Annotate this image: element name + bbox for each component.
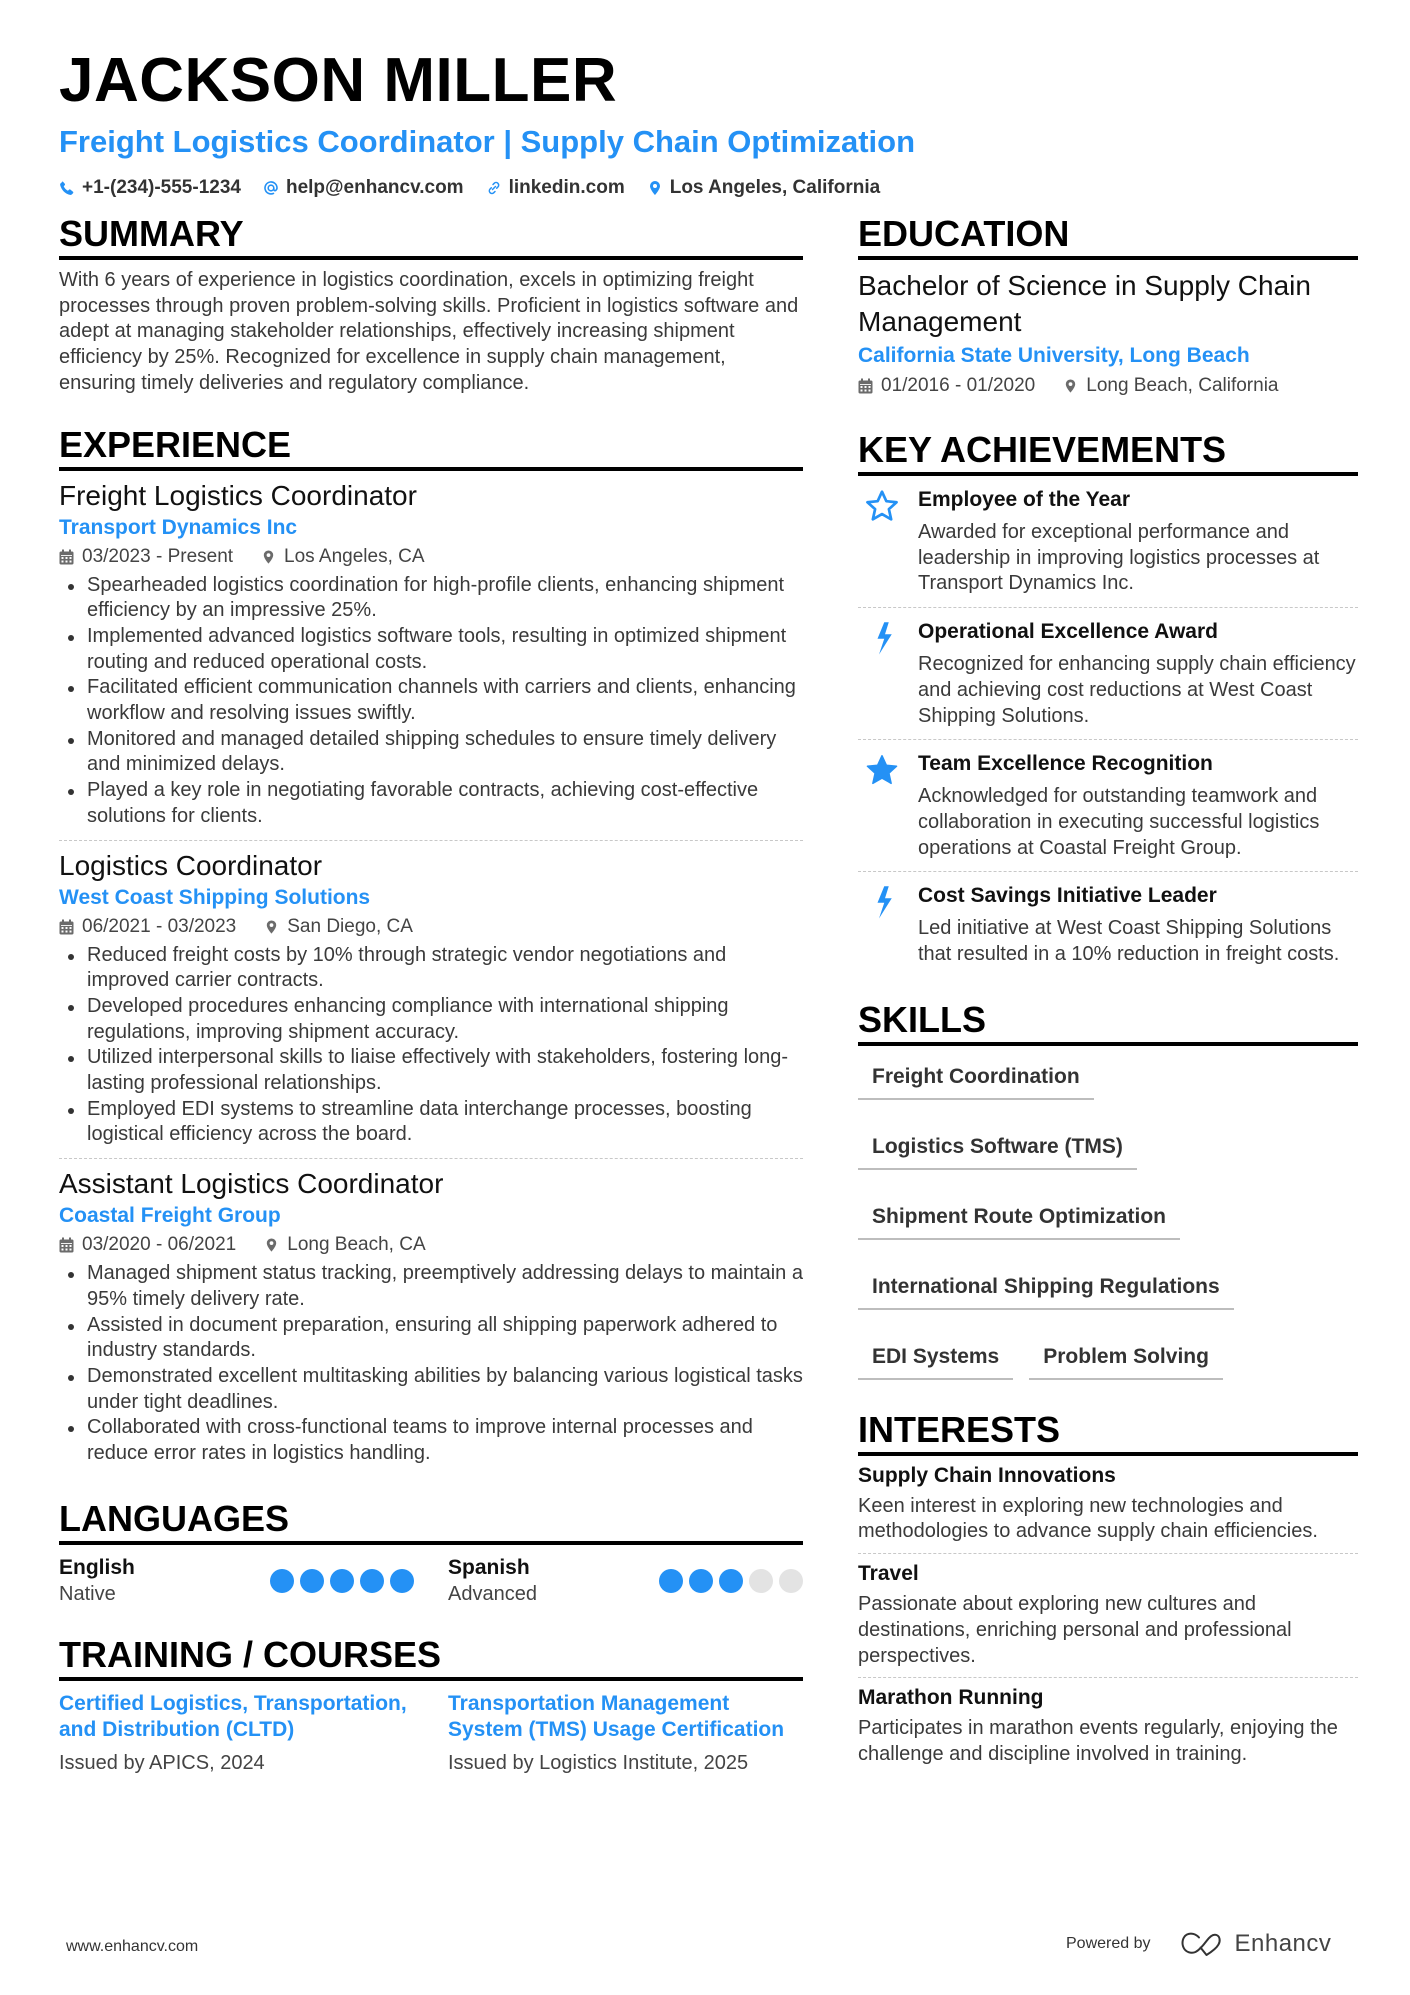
interests-heading: INTERESTS bbox=[858, 1410, 1358, 1456]
location-icon bbox=[264, 1237, 279, 1253]
job-bullet: Monitored and managed detailed shipping schedules to ensure timely delivery and minimized delays. bbox=[59, 727, 803, 778]
job-entry bbox=[59, 841, 803, 1160]
skills-section bbox=[858, 1000, 1358, 1380]
interest-title: Supply Chain Innovations bbox=[858, 1463, 1116, 1487]
language-level: Advanced bbox=[448, 1582, 537, 1605]
rating-dot-filled bbox=[689, 1569, 713, 1593]
enhancv-logo-icon bbox=[1179, 1931, 1225, 1957]
education-section bbox=[858, 214, 1358, 400]
language-rating bbox=[270, 1569, 414, 1593]
achievement-desc: Led initiative at West Coast Shipping Solutions that resulted in a 10% reduction in freight costs. bbox=[918, 917, 1340, 966]
achievement-desc: Recognized for enhancing supply chain efficiency and achieving cost reductions at West Coast Shipping Solutions. bbox=[918, 653, 1356, 727]
star-filled-icon bbox=[864, 752, 900, 788]
education-dates: 01/2016 - 01/2020 bbox=[881, 375, 1036, 396]
job-company: Coastal Freight Group bbox=[59, 1204, 281, 1228]
resume-header bbox=[59, 46, 1359, 200]
achievement-item bbox=[858, 476, 1358, 608]
job-bullet: Spearheaded logistics coordination for high-profile clients, enhancing shipment efficiency by an impressive 25%. bbox=[59, 573, 803, 624]
summary-heading: SUMMARY bbox=[59, 214, 803, 260]
interest-item bbox=[858, 1554, 1358, 1678]
rating-dot-filled bbox=[270, 1569, 294, 1593]
interest-desc: Passionate about exploring new cultures and destinations, enriching personal and professional perspectives. bbox=[858, 1593, 1292, 1667]
skill-tag: Freight Coordination bbox=[858, 1058, 1094, 1100]
star-outline-icon bbox=[864, 488, 900, 524]
job-title: Logistics Coordinator bbox=[59, 849, 323, 881]
footer-website-link[interactable]: www.enhancv.com bbox=[66, 1938, 199, 1955]
interest-desc: Keen interest in exploring new technologies and methodologies to advance supply chain efficiencies. bbox=[858, 1494, 1318, 1543]
job-bullets bbox=[59, 573, 803, 830]
enhancv-logo[interactable] bbox=[1179, 1930, 1332, 1958]
languages-section bbox=[59, 1499, 803, 1607]
contact-list bbox=[59, 176, 1359, 200]
job-entry bbox=[59, 1159, 803, 1477]
contact-phone-text: +1-(234)-555-1234 bbox=[82, 177, 241, 198]
calendar-icon bbox=[59, 919, 74, 935]
location-icon bbox=[261, 549, 276, 565]
language-rating bbox=[659, 1569, 803, 1593]
course-issuer: Issued by Logistics Institute, 2025 bbox=[448, 1751, 749, 1774]
languages-list bbox=[59, 1555, 803, 1607]
job-title: Assistant Logistics Coordinator bbox=[59, 1168, 444, 1200]
job-dates: 03/2023 - Present bbox=[82, 545, 234, 567]
job-location: Los Angeles, CA bbox=[284, 545, 425, 567]
lightning-icon bbox=[864, 884, 900, 920]
contact-linkedin[interactable] bbox=[486, 176, 625, 200]
achievement-item bbox=[858, 740, 1358, 872]
interest-title: Travel bbox=[858, 1562, 919, 1586]
skill-tag: International Shipping Regulations bbox=[858, 1268, 1234, 1310]
courses-list bbox=[59, 1691, 803, 1776]
achievements-section bbox=[858, 430, 1358, 978]
job-bullet: Developed procedures enhancing compliance with international shipping regulations, improving shipment accuracy. bbox=[59, 994, 803, 1045]
contact-location bbox=[647, 176, 880, 200]
candidate-name: JACKSON MILLER bbox=[59, 46, 618, 115]
skill-tag: EDI Systems bbox=[858, 1338, 1013, 1380]
calendar-icon bbox=[59, 1237, 74, 1253]
job-bullets bbox=[59, 1261, 803, 1467]
rating-dot-filled bbox=[719, 1569, 743, 1593]
job-bullets bbox=[59, 943, 803, 1149]
contact-email-text: help@enhancv.com bbox=[285, 177, 464, 198]
summary-section bbox=[59, 214, 803, 397]
phone-icon bbox=[59, 180, 75, 196]
job-bullet: Employed EDI systems to streamline data interchange processes, boosting logistical efficiency across the board. bbox=[59, 1097, 803, 1148]
rating-dot-empty bbox=[749, 1569, 773, 1593]
skill-tag: Problem Solving bbox=[1029, 1338, 1223, 1380]
training-section bbox=[59, 1635, 803, 1776]
skill-tag: Shipment Route Optimization bbox=[858, 1198, 1180, 1240]
interest-item bbox=[858, 1678, 1358, 1775]
school-name: California State University, Long Beach bbox=[858, 344, 1250, 367]
job-bullet: Utilized interpersonal skills to liaise effectively with stakeholders, fostering long-lasting professional relationships. bbox=[59, 1045, 803, 1096]
job-dates: 06/2021 - 03/2023 bbox=[82, 915, 237, 937]
left-column bbox=[59, 214, 803, 1804]
rating-dot-filled bbox=[300, 1569, 324, 1593]
job-bullet: Demonstrated excellent multitasking abilities by balancing various logistical tasks under tight deadlines. bbox=[59, 1364, 803, 1415]
location-icon bbox=[647, 180, 663, 196]
course-issuer: Issued by APICS, 2024 bbox=[59, 1751, 265, 1774]
achievement-desc: Awarded for exceptional performance and leadership in improving logistics processes at Transport Dynamics Inc. bbox=[918, 521, 1320, 595]
job-meta bbox=[59, 1231, 803, 1259]
contact-location-text: Los Angeles, California bbox=[669, 177, 881, 198]
job-dates: 03/2020 - 06/2021 bbox=[82, 1234, 237, 1256]
achievement-title: Employee of the Year bbox=[918, 488, 1131, 511]
language-item bbox=[448, 1555, 803, 1607]
job-location: Long Beach, CA bbox=[287, 1234, 426, 1256]
education-location: Long Beach, California bbox=[1086, 375, 1279, 396]
job-bullet: Reduced freight costs by 10% through strategic vendor negotiations and improved carrier contracts. bbox=[59, 943, 803, 994]
lightning-icon bbox=[864, 620, 900, 656]
achievement-item bbox=[858, 608, 1358, 740]
interest-item bbox=[858, 1456, 1358, 1554]
calendar-icon bbox=[59, 549, 74, 565]
experience-heading: EXPERIENCE bbox=[59, 425, 803, 471]
at-icon bbox=[263, 180, 279, 196]
location-icon bbox=[264, 919, 279, 935]
job-company: West Coast Shipping Solutions bbox=[59, 885, 371, 909]
interests-section bbox=[858, 1410, 1358, 1776]
language-name: Spanish bbox=[448, 1555, 530, 1579]
course-title: Transportation Management System (TMS) Usage Certification bbox=[448, 1691, 785, 1742]
job-company: Transport Dynamics Inc bbox=[59, 515, 298, 539]
powered-by-label: Powered by bbox=[1066, 1935, 1151, 1952]
achievement-title: Cost Savings Initiative Leader bbox=[918, 884, 1217, 908]
contact-linkedin-text: linkedin.com bbox=[508, 177, 625, 198]
interest-title: Marathon Running bbox=[858, 1686, 1044, 1710]
course-item bbox=[59, 1691, 414, 1776]
footer-branding bbox=[1066, 1930, 1331, 1958]
education-heading: EDUCATION bbox=[858, 214, 1358, 260]
achievement-title: Team Excellence Recognition bbox=[918, 752, 1213, 776]
achievement-desc: Acknowledged for outstanding teamwork and collaboration in executing successful logistics operations at Coastal Freight Group. bbox=[918, 785, 1320, 859]
skills-list bbox=[858, 1058, 1358, 1380]
education-meta bbox=[858, 372, 1358, 400]
achievements-heading: KEY ACHIEVEMENTS bbox=[858, 430, 1358, 476]
job-bullet: Facilitated efficient communication channels with carriers and clients, enhancing workflow and resolving issues swiftly. bbox=[59, 675, 803, 726]
rating-dot-filled bbox=[390, 1569, 414, 1593]
interest-desc: Participates in marathon events regularly, enjoying the challenge and discipline involved in training. bbox=[858, 1717, 1338, 1765]
training-heading: TRAINING / COURSES bbox=[59, 1635, 803, 1681]
contact-phone[interactable] bbox=[59, 176, 241, 200]
candidate-title: Freight Logistics Coordinator | Supply Chain Optimization bbox=[59, 124, 916, 159]
job-bullet: Assisted in document preparation, ensuring all shipping paperwork adhered to industry standards. bbox=[59, 1313, 803, 1364]
experience-section bbox=[59, 425, 803, 1477]
rating-dot-empty bbox=[779, 1569, 803, 1593]
rating-dot-filled bbox=[659, 1569, 683, 1593]
language-name: English bbox=[59, 1555, 135, 1579]
job-bullet: Managed shipment status tracking, preemptively addressing delays to maintain a 95% timely delivery rate. bbox=[59, 1261, 803, 1312]
summary-text: With 6 years of experience in logistics coordination, excels in optimizing freight processes through proven problem-solving skills. Proficient in logistics software and adept at managing stakeholder relationships, effectively increasing shipment efficiency by 25%. Recognized for excellence in supply chain management, ensuring timely deliveries and regulatory compliance. bbox=[59, 269, 799, 394]
job-entry bbox=[59, 471, 803, 841]
link-icon bbox=[486, 180, 502, 196]
job-title: Freight Logistics Coordinator bbox=[59, 479, 417, 511]
rating-dot-filled bbox=[360, 1569, 384, 1593]
achievement-item bbox=[858, 872, 1358, 977]
skill-tag: Logistics Software (TMS) bbox=[858, 1128, 1137, 1170]
contact-email[interactable] bbox=[263, 176, 464, 200]
job-bullet: Played a key role in negotiating favorable contracts, achieving cost-effective solutions for clients. bbox=[59, 778, 803, 829]
job-location: San Diego, CA bbox=[287, 915, 413, 937]
languages-heading: LANGUAGES bbox=[59, 1499, 803, 1545]
course-item bbox=[448, 1691, 803, 1776]
job-meta bbox=[59, 913, 803, 941]
job-meta bbox=[59, 543, 803, 571]
degree-title: Bachelor of Science in Supply Chain Management bbox=[858, 270, 1311, 337]
language-item bbox=[59, 1555, 414, 1607]
location-icon bbox=[1063, 378, 1078, 394]
brand-name: Enhancv bbox=[1234, 1930, 1332, 1957]
course-title: Certified Logistics, Transportation, and Distribution (CLTD) bbox=[59, 1691, 407, 1742]
right-column bbox=[858, 214, 1358, 1804]
job-bullet: Implemented advanced logistics software tools, resulting in optimized shipment routing and reduced operational costs. bbox=[59, 624, 803, 675]
job-bullet: Collaborated with cross-functional teams to improve internal processes and reduce error rates in logistics handling. bbox=[59, 1415, 803, 1466]
rating-dot-filled bbox=[330, 1569, 354, 1593]
calendar-icon bbox=[858, 378, 873, 394]
achievement-title: Operational Excellence Award bbox=[918, 620, 1218, 644]
skills-heading: SKILLS bbox=[858, 1000, 1358, 1046]
language-level: Native bbox=[59, 1582, 116, 1605]
